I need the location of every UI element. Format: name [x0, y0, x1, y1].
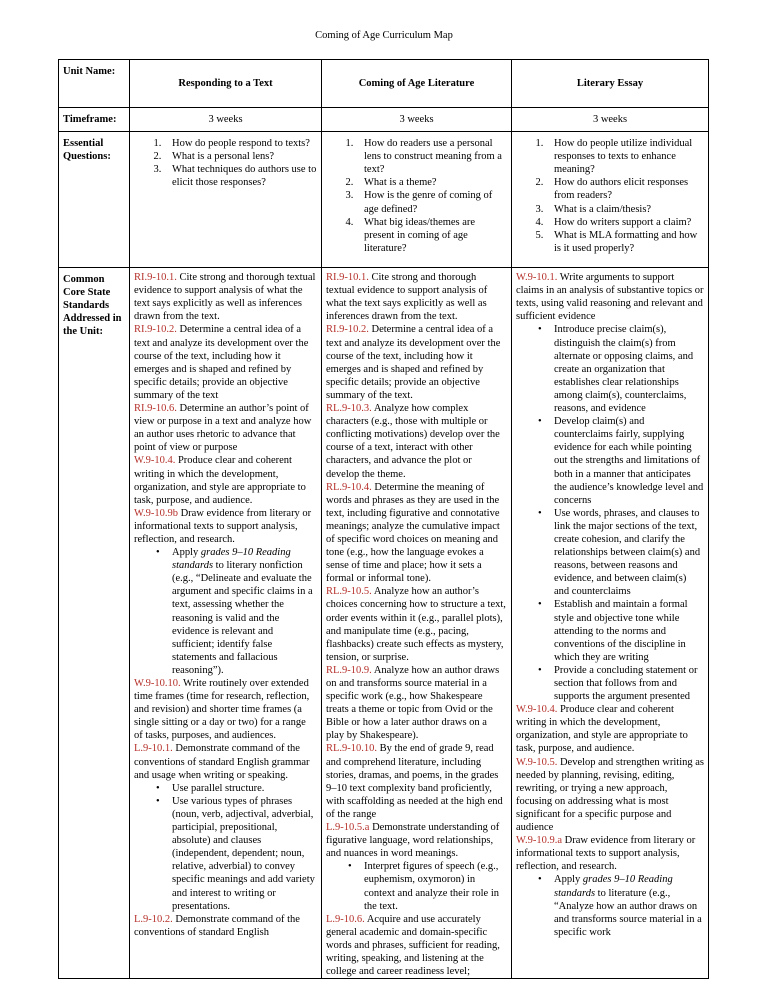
standard-entry: RL.9-10.9. Analyze how an author draws on and transforms source material in a specific work (e.g., how Shakespeare treats a theme or topic from Ovid or the Bible or how a later author draws on a play by Shakespeare).	[326, 664, 500, 742]
standard-code: W.9-10.1.	[516, 272, 558, 284]
question-item: 5. What is MLA formatting and how is it used properly?	[546, 229, 704, 255]
standard-code: RL.9-10.3.	[326, 403, 372, 415]
unit-1-questions	[130, 132, 322, 268]
unit-3-timeframe: 3 weeks	[512, 108, 709, 132]
standard-entry: W.9-10.9b Draw evidence from literary or informational texts to support analysis, reflection, and research.	[134, 507, 312, 545]
standard-code: W.9-10.4.	[516, 704, 558, 716]
bullet-item: • Interpret figures of speech (e.g., euphemism, oxymoron) in context and analyze their role in the text.	[364, 860, 507, 912]
unit-2-standards	[322, 268, 512, 979]
standard-code: L.9-10.1.	[134, 743, 173, 755]
standard-code: RL.9-10.5.	[326, 586, 372, 598]
unit-3-name: Literary Essay	[512, 60, 709, 108]
question-item: 1. How do readers use a personal lens to construct meaning from a text?	[356, 137, 507, 176]
standard-entry: L.9-10.5.a Demonstrate understanding of figurative language, word relationships, and nuances in word meanings.	[326, 822, 500, 860]
standards-label: Common Core State Standards Addressed in the Unit:	[59, 268, 130, 979]
question-item: 3. How is the genre of coming of age defined?	[356, 189, 507, 215]
bullet-item: • Use various types of phrases (noun, verb, adjectival, adverbial, participial, prepositional, absolute) and clauses (independent, dependent; noun, relative, adverbial) to convey specific meanings and add variety and interest to writing or presentations.	[172, 795, 317, 913]
standard-code: W.9-10.5.	[516, 756, 558, 768]
standard-code: RL.9-10.4.	[326, 481, 372, 493]
unit-name-row	[59, 60, 709, 108]
timeframe-row	[59, 108, 709, 132]
standard-code: RI.9-10.1.	[134, 272, 177, 284]
timeframe-label: Timeframe:	[59, 108, 130, 132]
standard-entry: RI.9-10.1. Cite strong and thorough textual evidence to support analysis of what the text says explicitly as well as inferences drawn from the text.	[134, 272, 316, 323]
standard-entry: RI.9-10.1. Cite strong and thorough textual evidence to support analysis of what the text says explicitly as well as inferences drawn from the text.	[326, 272, 488, 323]
essential-questions-row	[59, 132, 709, 268]
standard-code: W.9-10.4.	[134, 455, 176, 467]
standard-code: RL.9-10.10.	[326, 743, 378, 755]
question-item: 1. How do people respond to texts?	[164, 137, 317, 150]
essential-questions-label: Essential Questions:	[59, 132, 130, 268]
standard-entry: L.9-10.1. Demonstrate command of the conventions of standard English grammar and usage when writing or speaking.	[134, 743, 310, 781]
question-item: 2. How do authors elicit responses from readers?	[546, 176, 704, 202]
document-title: Coming of Age Curriculum Map	[315, 30, 453, 41]
standard-code: RI.9-10.1.	[326, 272, 369, 284]
unit-2-name: Coming of Age Literature	[322, 60, 512, 108]
standard-code: RL.9-10.9.	[326, 664, 372, 676]
standard-entry: W.9-10.10. Write routinely over extended time frames (time for research, reflection, and revision) and shorter time frames (a single sitting or a day or two) for a range of tasks, purposes, and audiences.	[134, 678, 310, 742]
standard-entry: RL.9-10.5. Analyze how an author’s choices concerning how to structure a text, order events within it (e.g., parallel plots), and manipulate time (e.g., pacing, flashbacks) create such effects as mystery, tension, or surprise.	[326, 586, 506, 663]
standards-row	[59, 268, 709, 979]
bullet-item: • Develop claim(s) and counterclaims fairly, supplying evidence for each while pointing out the strengths and limitations of both in a manner that anticipates the audience’s knowledge level and concerns	[554, 415, 704, 507]
bullet-item: • Use words, phrases, and clauses to link the major sections of the text, create cohesion, and clarify the relationships between claim(s) and reasons, between reasons and evidence, and between claim(s) and counterclaims	[554, 507, 704, 599]
unit-3-questions	[512, 132, 709, 268]
standard-entry: RL.9-10.3. Analyze how complex characters (e.g., those with multiple or conflicting motivations) develop over the course of a text, interact with other characters, and advance the plot or develop the theme.	[326, 403, 500, 480]
standard-entry: L.9-10.2. Demonstrate command of the conventions of standard English	[134, 913, 300, 938]
question-item: 2. What is a theme?	[356, 176, 507, 189]
standard-entry: W.9-10.9.a Draw evidence from literary or informational texts to support analysis, reflection, and research.	[516, 835, 696, 873]
question-item: 2. What is a personal lens?	[164, 150, 317, 163]
unit-name-label: Unit Name:	[59, 60, 130, 108]
unit-2-questions	[322, 132, 512, 268]
bullet-item: • Introduce precise claim(s), distinguish the claim(s) from alternate or opposing claims, and create an organization that establishes clear relationships among claim(s), counterclaims, reasons, and evidence	[554, 323, 704, 415]
standard-entry: L.9-10.6. Acquire and use accurately general academic and domain-specific words and phrases, sufficient for reading, writing, speaking, and listening at the college and career readiness level;	[326, 913, 500, 978]
unit-1-standards	[130, 268, 322, 979]
unit-1-name: Responding to a Text	[130, 60, 322, 108]
question-item: 3. What techniques do authors use to elicit those responses?	[164, 163, 317, 189]
standard-entry: RI.9-10.2. Determine a central idea of a text and analyze its development over the course of the text, including how it emerges and is shaped and refined by specific details; provide an objective summary of the text.	[326, 324, 501, 401]
bullet-item: • Establish and maintain a formal style and objective tone while attending to the norms and conventions of the discipline in which they are writing	[554, 598, 704, 663]
standard-entry: W.9-10.4. Produce clear and coherent writing in which the development, organization, and style are appropriate to task, purpose, and audience.	[134, 455, 306, 506]
standard-code: W.9-10.10.	[134, 678, 181, 689]
bullet-item: • Provide a concluding statement or section that follows from and supports the argument presented	[554, 664, 704, 703]
standard-code: W.9-10.9.a	[516, 835, 562, 847]
standard-code: L.9-10.6.	[326, 913, 365, 925]
bullet-item: • Apply grades 9–10 Reading standards to literature (e.g., “Analyze how an author draws on and transforms source material in a specific work	[554, 873, 704, 938]
unit-3-standards	[512, 268, 709, 979]
standard-entry: RL.9-10.10. By the end of grade 9, read and comprehend literature, including stories, dramas, and poems, in the grades 9–10 text complexity band proficiently, with scaffolding as needed at the high end of the range	[326, 743, 503, 820]
standard-entry: RI.9-10.6. Determine an author’s point of view or purpose in a text and analyze how an author uses rhetoric to advance that point of view or purpose	[134, 403, 312, 454]
standard-entry: RL.9-10.4. Determine the meaning of words and phrases as they are used in the text, including figurative and connotative meanings; analyze the cumulative impact of specific word choices on meaning and tone (e.g., how the language evokes a sense of time and place; how it sets a formal or informal tone).	[326, 481, 500, 585]
unit-1-timeframe: 3 weeks	[130, 108, 322, 132]
curriculum-map-table	[58, 59, 709, 979]
standard-entry: W.9-10.1. Write arguments to support claims in an analysis of substantive topics or texts, using valid reasoning and relevant and sufficient evidence	[516, 272, 704, 323]
standard-entry: W.9-10.4. Produce clear and coherent writing in which the development, organization, and style are appropriate to task, purpose, and audience.	[516, 704, 688, 755]
standard-code: RI.9-10.2.	[134, 324, 177, 336]
unit-2-timeframe: 3 weeks	[322, 108, 512, 132]
question-item: 3. What is a claim/thesis?	[546, 203, 704, 216]
standard-code: RI.9-10.6.	[134, 403, 177, 415]
question-item: 1. How do people utilize individual responses to texts to enhance meaning?	[546, 137, 704, 176]
standard-code: L.9-10.2.	[134, 913, 173, 925]
bullet-item: • Use parallel structure.	[172, 782, 317, 795]
standard-code: L.9-10.5.a	[326, 822, 370, 834]
standard-code: W.9-10.9b	[134, 507, 178, 519]
standard-entry: W.9-10.5. Develop and strengthen writing as needed by planning, revising, editing, rewriting, or trying a new approach, focusing on addressing what is most significant for a specific purpose and audience	[516, 756, 704, 834]
standard-code: RI.9-10.2.	[326, 324, 369, 336]
standard-entry: RI.9-10.2. Determine a central idea of a text and analyze its development over the course of the text, including how it emerges and is shaped and refined by specific details; provide an objective summary of the text	[134, 324, 309, 401]
question-item: 4. What big ideas/themes are present in coming of age literature?	[356, 216, 507, 255]
bullet-item: • Apply grades 9–10 Reading standards to literary nonfiction (e.g., “Delineate and evaluate the argument and specific claims in a text, assessing whether the reasoning is valid and the evidence is relevant and sufficient; identify false statements and fallacious reasoning”).	[172, 546, 317, 677]
question-item: 4. How do writers support a claim?	[546, 216, 704, 229]
